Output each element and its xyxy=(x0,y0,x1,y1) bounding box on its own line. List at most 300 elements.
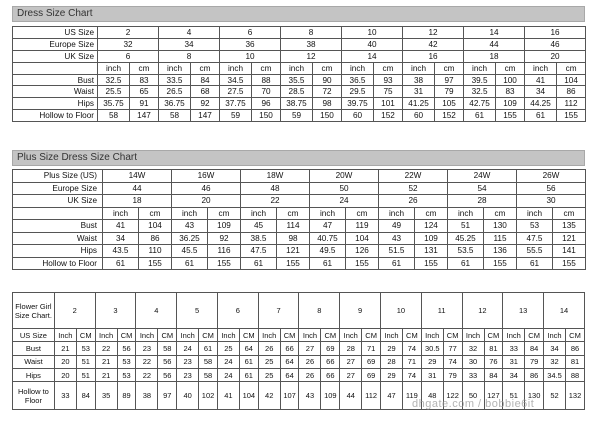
size-cell: 16 xyxy=(525,27,586,39)
value-cell: 21 xyxy=(95,368,117,381)
unit-cell: CM xyxy=(280,329,299,342)
value-cell: 30 xyxy=(462,355,484,368)
size-cell: 46 xyxy=(172,182,241,195)
dress-size-table xyxy=(12,26,586,122)
value-cell: 155 xyxy=(415,257,448,270)
value-cell: 47 xyxy=(380,382,402,410)
value-cell: 86 xyxy=(557,86,586,98)
value-cell: 72 xyxy=(313,86,342,98)
size-cell: 2 xyxy=(54,293,95,329)
unit-cell: Inch xyxy=(544,329,566,342)
value-cell: 58 xyxy=(98,110,130,122)
row-label: Waist xyxy=(13,232,103,245)
unit-cell: Inch xyxy=(462,329,484,342)
value-cell: 155 xyxy=(139,257,172,270)
value-cell: 24 xyxy=(177,342,199,355)
value-cell: 53.5 xyxy=(448,245,484,258)
value-cell: 61 xyxy=(199,342,218,355)
value-cell: 131 xyxy=(415,245,448,258)
value-cell: 61 xyxy=(464,110,496,122)
value-cell: 119 xyxy=(346,220,379,233)
value-cell: 71 xyxy=(362,342,381,355)
size-cell: 46 xyxy=(525,38,586,50)
unit-cell: cm xyxy=(553,207,586,220)
value-cell: 61 xyxy=(310,257,346,270)
value-cell: 83 xyxy=(496,86,525,98)
unit-cell: Inch xyxy=(95,329,117,342)
value-cell: 66 xyxy=(280,342,299,355)
value-cell: 29 xyxy=(380,342,402,355)
value-cell: 101 xyxy=(374,98,403,110)
value-cell: 84 xyxy=(525,342,544,355)
size-cell: 4 xyxy=(159,27,220,39)
value-cell: 32 xyxy=(544,355,566,368)
row-label: Hollow to Floor xyxy=(13,382,55,410)
unit-cell: CM xyxy=(158,329,177,342)
value-cell: 38.75 xyxy=(281,98,313,110)
value-cell: 26 xyxy=(299,368,321,381)
table-row xyxy=(13,245,586,258)
value-cell: 102 xyxy=(199,382,218,410)
size-cell: 11 xyxy=(421,293,462,329)
value-cell: 71 xyxy=(403,355,422,368)
empty-cell xyxy=(13,62,98,74)
value-cell: 22 xyxy=(136,368,158,381)
value-cell: 27 xyxy=(299,342,321,355)
unit-cell: CM xyxy=(76,329,95,342)
value-cell: 28 xyxy=(340,342,362,355)
value-cell: 32.5 xyxy=(98,74,130,86)
size-cell: 14 xyxy=(544,293,585,329)
value-cell: 43 xyxy=(379,232,415,245)
value-cell: 66 xyxy=(321,368,340,381)
size-cell: 18 xyxy=(464,50,525,62)
value-cell: 50 xyxy=(462,382,484,410)
value-cell: 155 xyxy=(557,110,586,122)
value-cell: 31 xyxy=(503,355,525,368)
value-cell: 79 xyxy=(435,86,464,98)
value-cell: 40 xyxy=(177,382,199,410)
size-cell: 56 xyxy=(517,182,586,195)
value-cell: 51 xyxy=(448,220,484,233)
value-cell: 91 xyxy=(130,98,159,110)
value-cell: 35.5 xyxy=(281,74,313,86)
dress-chart-title: Dress Size Chart xyxy=(12,6,585,22)
size-cell: 6 xyxy=(98,50,159,62)
value-cell: 28 xyxy=(380,355,402,368)
value-cell: 86 xyxy=(566,342,585,355)
value-cell: 152 xyxy=(435,110,464,122)
unit-cell: cm xyxy=(484,207,517,220)
value-cell: 109 xyxy=(496,98,525,110)
value-cell: 74 xyxy=(403,368,422,381)
value-cell: 84 xyxy=(484,368,503,381)
value-cell: 36.75 xyxy=(159,98,191,110)
value-cell: 61 xyxy=(379,257,415,270)
value-cell: 155 xyxy=(553,257,586,270)
table-row xyxy=(13,38,586,50)
row-label: US Size xyxy=(13,27,98,39)
value-cell: 20 xyxy=(54,368,76,381)
value-cell: 53 xyxy=(76,342,95,355)
value-cell: 59 xyxy=(220,110,252,122)
unit-cell: cm xyxy=(252,62,281,74)
size-cell: 3 xyxy=(95,293,136,329)
size-cell: 13 xyxy=(503,293,544,329)
row-label: Bust xyxy=(13,342,55,355)
value-cell: 52 xyxy=(544,382,566,410)
size-cell: 32 xyxy=(98,38,159,50)
value-cell: 42.75 xyxy=(464,98,496,110)
value-cell: 109 xyxy=(208,220,241,233)
row-label: Waist xyxy=(13,86,98,98)
value-cell: 141 xyxy=(553,245,586,258)
size-cell: 12 xyxy=(462,293,503,329)
size-cell: 44 xyxy=(103,182,172,195)
unit-cell: CM xyxy=(443,329,462,342)
value-cell: 147 xyxy=(130,110,159,122)
row-label: Hips xyxy=(13,245,103,258)
value-cell: 79 xyxy=(525,355,544,368)
value-cell: 74 xyxy=(403,342,422,355)
value-cell: 43 xyxy=(299,382,321,410)
value-cell: 25 xyxy=(217,342,239,355)
unit-cell: CM xyxy=(199,329,218,342)
table-row xyxy=(13,220,586,233)
value-cell: 25 xyxy=(258,355,280,368)
size-cell: 24W xyxy=(448,170,517,183)
value-cell: 152 xyxy=(374,110,403,122)
unit-cell: Inch xyxy=(299,329,321,342)
size-cell: 26W xyxy=(517,170,586,183)
unit-cell: cm xyxy=(374,62,403,74)
value-cell: 56 xyxy=(158,368,177,381)
value-cell: 51 xyxy=(503,382,525,410)
value-cell: 29 xyxy=(380,368,402,381)
size-cell: 20W xyxy=(310,170,379,183)
unit-cell: inch xyxy=(464,62,496,74)
unit-cell: Inch xyxy=(258,329,280,342)
size-cell: 8 xyxy=(299,293,340,329)
size-cell: 10 xyxy=(342,27,403,39)
table-row xyxy=(13,86,586,98)
unit-cell: CM xyxy=(566,329,585,342)
value-cell: 26 xyxy=(258,342,280,355)
value-cell: 107 xyxy=(280,382,299,410)
value-cell: 89 xyxy=(117,382,136,410)
value-cell: 60 xyxy=(403,110,435,122)
value-cell: 64 xyxy=(280,368,299,381)
unit-cell: CM xyxy=(484,329,503,342)
value-cell: 27 xyxy=(340,355,362,368)
unit-cell: Inch xyxy=(217,329,239,342)
size-cell: 10 xyxy=(380,293,421,329)
unit-cell: cm xyxy=(139,207,172,220)
unit-cell: cm xyxy=(557,62,586,74)
value-cell: 130 xyxy=(484,220,517,233)
value-cell: 31 xyxy=(403,86,435,98)
value-cell: 51 xyxy=(76,368,95,381)
size-cell: 4 xyxy=(136,293,177,329)
size-cell: 44 xyxy=(464,38,525,50)
unit-cell: Inch xyxy=(136,329,158,342)
unit-cell: CM xyxy=(321,329,340,342)
unit-cell: CM xyxy=(239,329,258,342)
value-cell: 31 xyxy=(421,368,443,381)
unit-cell: inch xyxy=(525,62,557,74)
unit-cell: cm xyxy=(313,62,342,74)
value-cell: 47.5 xyxy=(241,245,277,258)
value-cell: 49 xyxy=(379,220,415,233)
value-cell: 42 xyxy=(258,382,280,410)
value-cell: 136 xyxy=(484,245,517,258)
value-cell: 155 xyxy=(484,257,517,270)
row-label: Bust xyxy=(13,74,98,86)
value-cell: 40.75 xyxy=(310,232,346,245)
size-cell: 6 xyxy=(217,293,258,329)
value-cell: 150 xyxy=(252,110,281,122)
size-cell: 14 xyxy=(464,27,525,39)
value-cell: 33 xyxy=(462,368,484,381)
value-cell: 130 xyxy=(525,382,544,410)
size-cell: 10 xyxy=(220,50,281,62)
value-cell: 104 xyxy=(346,232,379,245)
value-cell: 61 xyxy=(241,257,277,270)
size-cell: 54 xyxy=(448,182,517,195)
unit-cell: cm xyxy=(346,207,379,220)
value-cell: 66 xyxy=(321,355,340,368)
value-cell: 33.5 xyxy=(159,74,191,86)
value-cell: 75 xyxy=(374,86,403,98)
table-row xyxy=(13,257,586,270)
value-cell: 109 xyxy=(415,232,448,245)
value-cell: 27.5 xyxy=(220,86,252,98)
value-cell: 104 xyxy=(557,74,586,86)
value-cell: 47.5 xyxy=(517,232,553,245)
unit-cell: Inch xyxy=(503,329,525,342)
value-cell: 51.5 xyxy=(379,245,415,258)
table-row xyxy=(13,368,585,381)
value-cell: 59 xyxy=(281,110,313,122)
value-cell: 41 xyxy=(217,382,239,410)
value-cell: 36.5 xyxy=(342,74,374,86)
value-cell: 69 xyxy=(321,342,340,355)
value-cell: 112 xyxy=(362,382,381,410)
value-cell: 119 xyxy=(403,382,422,410)
value-cell: 61 xyxy=(448,257,484,270)
unit-cell: cm xyxy=(415,207,448,220)
value-cell: 24 xyxy=(217,368,239,381)
table-row xyxy=(13,27,586,39)
value-cell: 69 xyxy=(362,355,381,368)
value-cell: 112 xyxy=(557,98,586,110)
value-cell: 126 xyxy=(346,245,379,258)
unit-cell: cm xyxy=(208,207,241,220)
value-cell: 104 xyxy=(239,382,258,410)
unit-cell: inch xyxy=(103,207,139,220)
value-cell: 90 xyxy=(313,74,342,86)
row-label: Europe Size xyxy=(13,38,98,50)
size-cell: 22 xyxy=(241,195,310,208)
size-cell: 7 xyxy=(258,293,299,329)
unit-cell: CM xyxy=(403,329,422,342)
table-row xyxy=(13,98,586,110)
value-cell: 100 xyxy=(496,74,525,86)
table-row xyxy=(13,329,585,342)
unit-cell: inch xyxy=(379,207,415,220)
value-cell: 88 xyxy=(252,74,281,86)
row-label: Bust xyxy=(13,220,103,233)
unit-cell: CM xyxy=(525,329,544,342)
size-cell: 5 xyxy=(177,293,218,329)
value-cell: 65 xyxy=(130,86,159,98)
row-label: Hollow to Floor xyxy=(13,257,103,270)
value-cell: 53 xyxy=(517,220,553,233)
value-cell: 61 xyxy=(239,368,258,381)
unit-cell: Inch xyxy=(380,329,402,342)
size-cell: 50 xyxy=(310,182,379,195)
value-cell: 109 xyxy=(321,382,340,410)
watermark: dhgate.com / bobbie6it xyxy=(412,398,535,410)
size-cell: 8 xyxy=(159,50,220,62)
value-cell: 51 xyxy=(76,355,95,368)
value-cell: 98 xyxy=(313,98,342,110)
size-cell: 18 xyxy=(103,195,172,208)
value-cell: 35 xyxy=(95,382,117,410)
value-cell: 43 xyxy=(172,220,208,233)
value-cell: 76 xyxy=(484,355,503,368)
value-cell: 43.5 xyxy=(103,245,139,258)
value-cell: 97 xyxy=(435,74,464,86)
value-cell: 81 xyxy=(484,342,503,355)
value-cell: 33 xyxy=(503,342,525,355)
value-cell: 44.25 xyxy=(525,98,557,110)
size-cell: 18W xyxy=(241,170,310,183)
value-cell: 26 xyxy=(299,355,321,368)
value-cell: 22 xyxy=(136,355,158,368)
value-cell: 150 xyxy=(313,110,342,122)
size-cell: 38 xyxy=(281,38,342,50)
value-cell: 45 xyxy=(241,220,277,233)
value-cell: 58 xyxy=(199,355,218,368)
size-cell: 22W xyxy=(379,170,448,183)
value-cell: 147 xyxy=(191,110,220,122)
value-cell: 115 xyxy=(484,232,517,245)
unit-cell: CM xyxy=(362,329,381,342)
value-cell: 34 xyxy=(544,342,566,355)
value-cell: 21 xyxy=(95,355,117,368)
row-label: US Size xyxy=(13,329,55,342)
table-row xyxy=(13,50,586,62)
value-cell: 132 xyxy=(566,382,585,410)
value-cell: 98 xyxy=(277,232,310,245)
value-cell: 96 xyxy=(252,98,281,110)
value-cell: 20 xyxy=(54,355,76,368)
value-cell: 47 xyxy=(310,220,346,233)
value-cell: 74 xyxy=(443,355,462,368)
value-cell: 53 xyxy=(117,355,136,368)
value-cell: 81 xyxy=(566,355,585,368)
value-cell: 38.5 xyxy=(241,232,277,245)
value-cell: 60 xyxy=(342,110,374,122)
row-label: Hips xyxy=(13,368,55,381)
value-cell: 122 xyxy=(443,382,462,410)
size-cell: 8 xyxy=(281,27,342,39)
value-cell: 29.5 xyxy=(342,86,374,98)
value-cell: 61 xyxy=(525,110,557,122)
empty-cell xyxy=(13,207,103,220)
value-cell: 21 xyxy=(54,342,76,355)
value-cell: 58 xyxy=(199,368,218,381)
value-cell: 53 xyxy=(117,368,136,381)
table-row xyxy=(13,293,585,329)
value-cell: 33 xyxy=(54,382,76,410)
value-cell: 45.5 xyxy=(172,245,208,258)
value-cell: 155 xyxy=(208,257,241,270)
value-cell: 69 xyxy=(362,368,381,381)
value-cell: 37.75 xyxy=(220,98,252,110)
size-cell: 14W xyxy=(103,170,172,183)
size-cell: 24 xyxy=(310,195,379,208)
value-cell: 56 xyxy=(158,355,177,368)
size-cell: 16W xyxy=(172,170,241,183)
unit-cell: inch xyxy=(310,207,346,220)
value-cell: 155 xyxy=(277,257,310,270)
value-cell: 41 xyxy=(525,74,557,86)
value-cell: 23 xyxy=(177,355,199,368)
value-cell: 28.5 xyxy=(281,86,313,98)
table-row xyxy=(13,170,586,183)
plus-chart-title: Plus Size Dress Size Chart xyxy=(12,150,585,166)
value-cell: 86 xyxy=(139,232,172,245)
size-cell: 14 xyxy=(342,50,403,62)
table-row xyxy=(13,207,586,220)
value-cell: 26.5 xyxy=(159,86,191,98)
unit-cell: cm xyxy=(435,62,464,74)
value-cell: 35.75 xyxy=(98,98,130,110)
value-cell: 22 xyxy=(95,342,117,355)
value-cell: 116 xyxy=(208,245,241,258)
unit-cell: inch xyxy=(98,62,130,74)
table-row xyxy=(13,182,586,195)
value-cell: 34.5 xyxy=(220,74,252,86)
plus-size-table xyxy=(12,169,586,270)
value-cell: 36.25 xyxy=(172,232,208,245)
unit-cell: cm xyxy=(191,62,220,74)
row-label: UK Size xyxy=(13,195,103,208)
value-cell: 30.5 xyxy=(421,342,443,355)
value-cell: 114 xyxy=(277,220,310,233)
value-cell: 39.75 xyxy=(342,98,374,110)
row-label: Hips xyxy=(13,98,98,110)
unit-cell: inch xyxy=(448,207,484,220)
size-cell: 30 xyxy=(517,195,586,208)
value-cell: 61 xyxy=(172,257,208,270)
value-cell: 39.5 xyxy=(464,74,496,86)
value-cell: 64 xyxy=(280,355,299,368)
unit-cell: inch xyxy=(342,62,374,74)
value-cell: 24 xyxy=(217,355,239,368)
unit-cell: inch xyxy=(517,207,553,220)
value-cell: 25.5 xyxy=(98,86,130,98)
row-label: Waist xyxy=(13,355,55,368)
table-row xyxy=(13,232,586,245)
unit-cell: cm xyxy=(277,207,310,220)
value-cell: 135 xyxy=(553,220,586,233)
value-cell: 32 xyxy=(462,342,484,355)
value-cell: 97 xyxy=(158,382,177,410)
value-cell: 49.5 xyxy=(310,245,346,258)
